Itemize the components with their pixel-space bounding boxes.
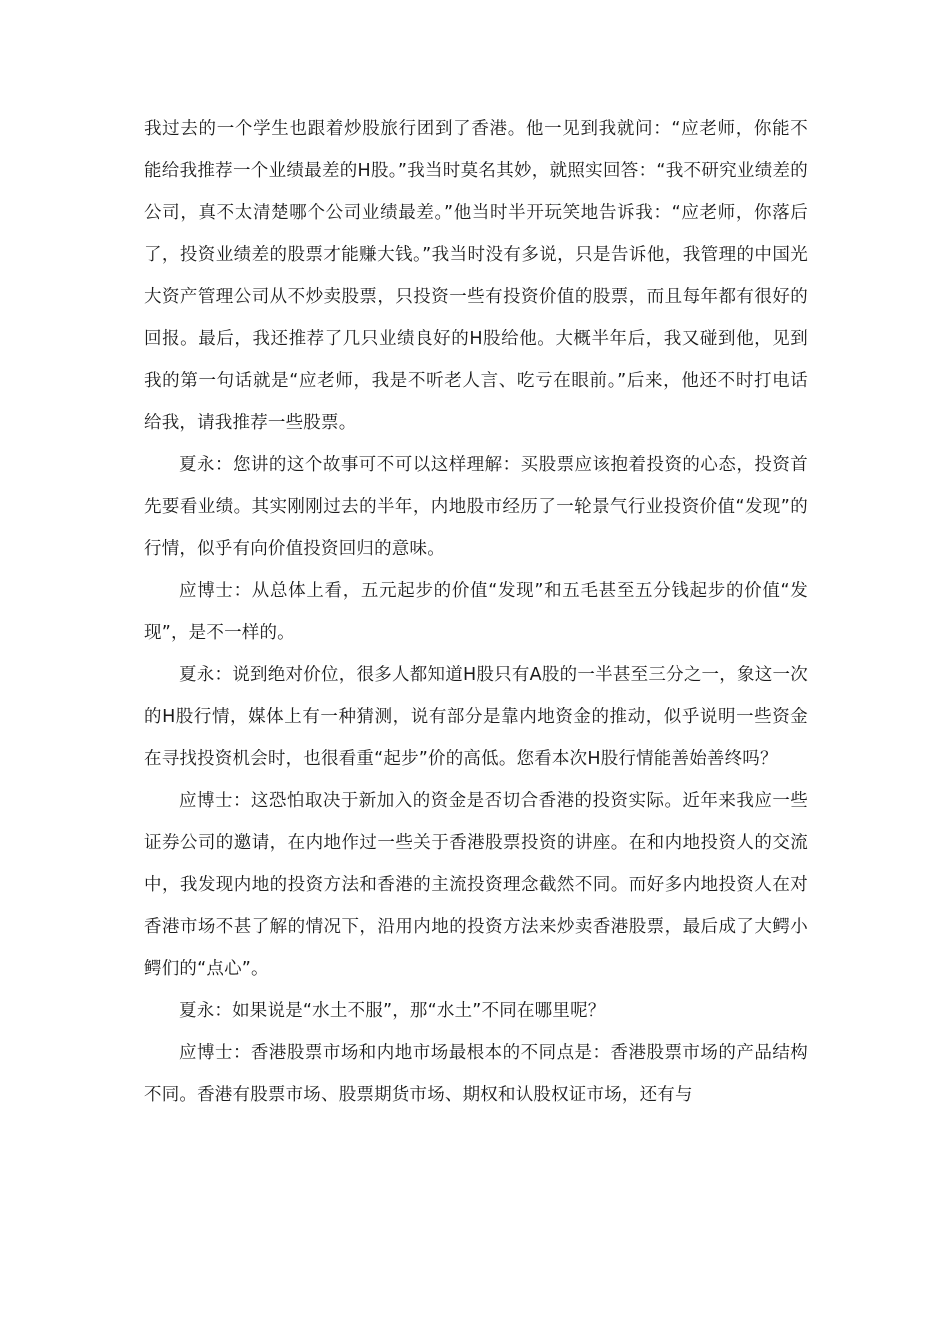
paragraph-6: 夏永：如果说是“水土不服”，那“水土”不同在哪里呢？ [179,1001,606,1021]
paragraph-4: 夏永：说到绝对价位，很多人都知道H股只有A股的一半甚至三分之一，象这一次的H股行情，媒体上有一种猜测，说有部分是靠内地资金的推动，似乎说明一些资金在寻找投资机会时，也很看重“起步”价的高低。您看本次H股行情能善始善终吗？ [144,665,808,769]
paragraph-5: 应博士：这恐怕取决于新加入的资金是否切合香港的投资实际。近年来我应一些证券公司的邀请，在内地作过一些关于香港股票投资的讲座。在和内地投资人的交流中，我发现内地的投资方法和香港的主流投资理念截然不同。而好多内地投资人在对香港市场不甚了解的情况下，沿用内地的投资方法来炒卖香港股票，最后成了大鳄小鳄们的“点心”。 [144,791,808,979]
paragraph-3: 应博士：从总体上看，五元起步的价值“发现”和五毛甚至五分钱起步的价值“发现”，是不一样的。 [144,581,808,643]
paragraph-7: 应博士：香港股票市场和内地市场最根本的不同点是：香港股票市场的产品结构不同。香港有股票市场、股票期货市场、期权和认股权证市场，还有与 [144,1043,808,1105]
paragraph-2: 夏永：您讲的这个故事可不可以这样理解：买股票应该抱着投资的心态，投资首先要看业绩。其实刚刚过去的半年，内地股市经历了一轮景气行业投资价值“发现”的行情，似乎有向价值投资回归的意味。 [144,455,808,559]
body-text [144,108,808,1116]
paragraph-1: 我过去的一个学生也跟着炒股旅行团到了香港。他一见到我就问：“应老师，你能不能给我推荐一个业绩最差的H股。”我当时莫名其妙，就照实回答：“我不研究业绩差的公司，真不太清楚哪个公司业绩最差。”他当时半开玩笑地告诉我：“应老师，你落后了，投资业绩差的股票才能赚大钱。”我当时没有多说，只是告诉他，我管理的中国光大资产管理公司从不炒卖股票，只投资一些有投资价值的股票，而且每年都有很好的回报。最后，我还推荐了几只业绩良好的H股给他。大概半年后，我又碰到他，见到我的第一句话就是“应老师，我是不听老人言、吃亏在眼前。”后来，他还不时打电话给我，请我推荐一些股票。 [144,119,808,433]
